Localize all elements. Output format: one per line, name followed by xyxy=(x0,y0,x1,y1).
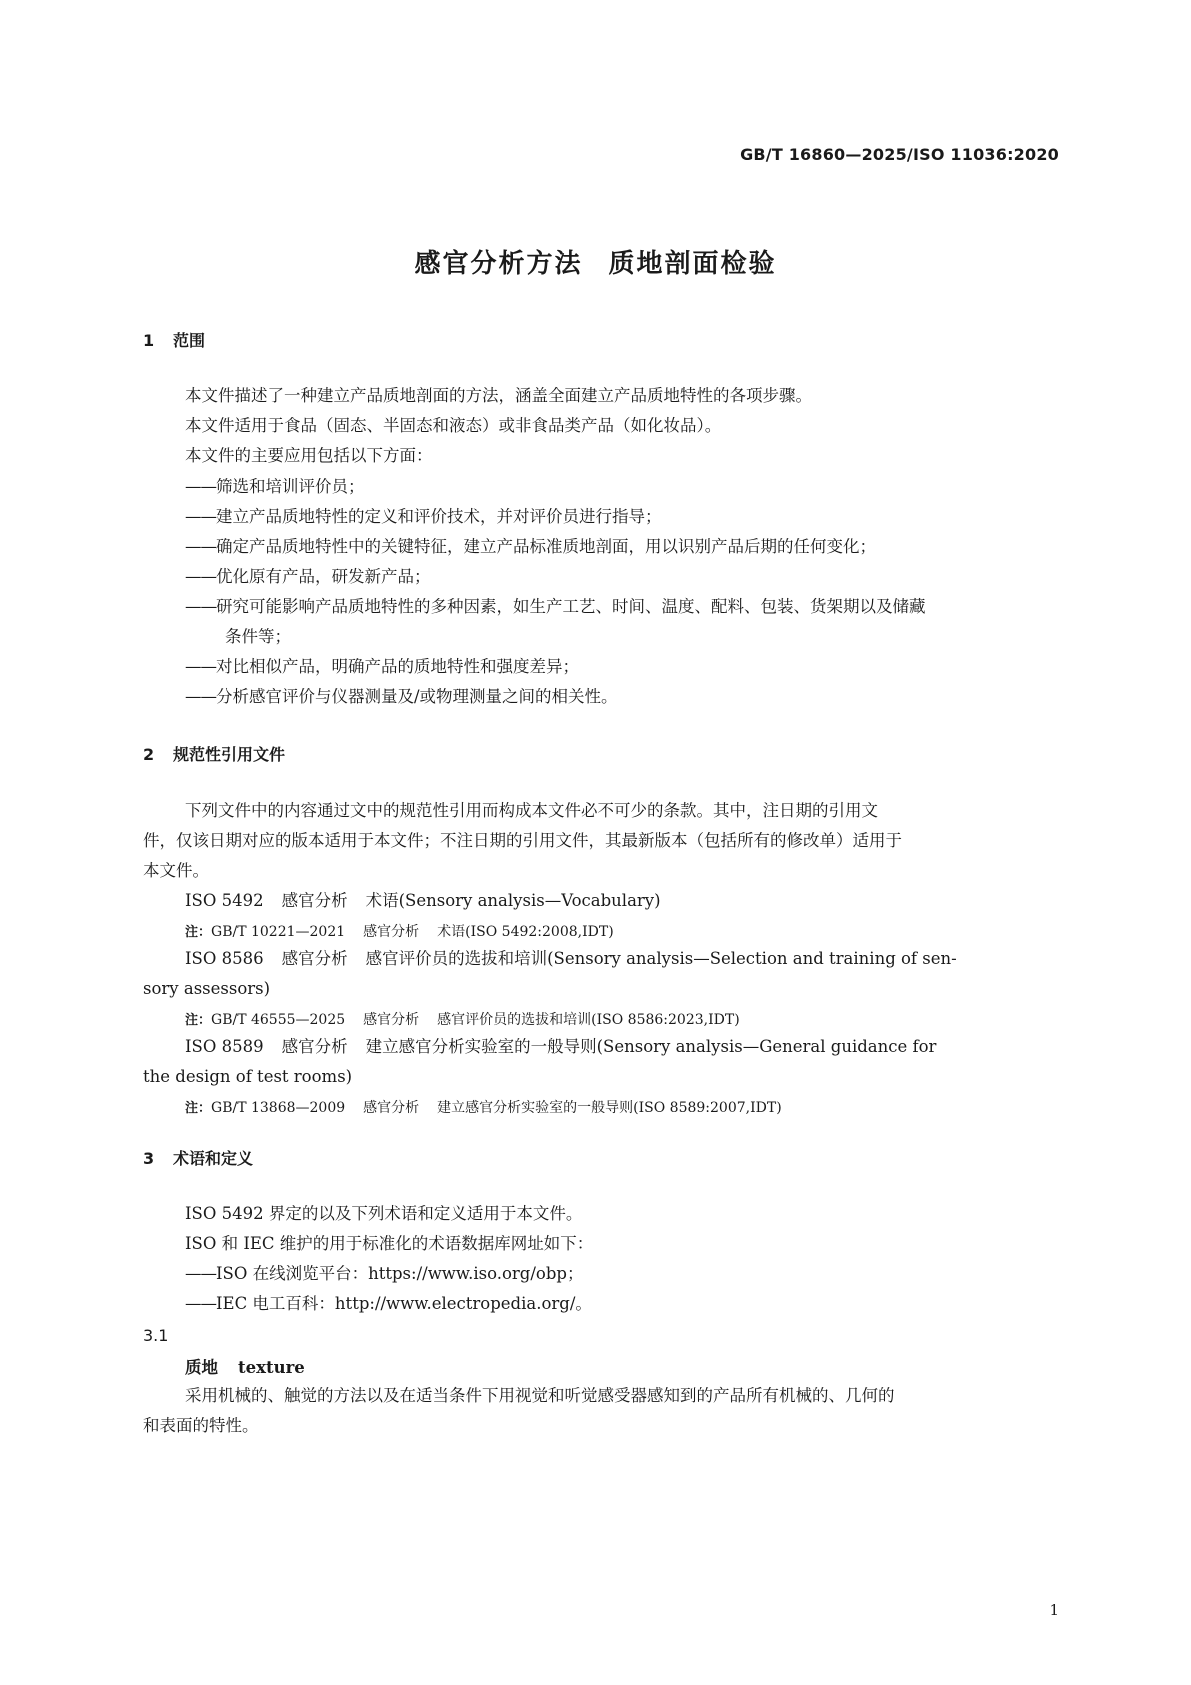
paragraph: 件，仅该日期对应的版本适用于本文件；不注日期的引用文件，其最新版本（包括所有的修改单）适用于 xyxy=(143,831,902,850)
list-item-continuation: 条件等； xyxy=(225,627,291,646)
paragraph: ISO 5492 界定的以及下列术语和定义适用于本文件。 xyxy=(185,1204,583,1223)
title-part1: 感官分析方法 xyxy=(414,249,583,279)
reference-note: 注：GB/T 10221—2021 感官分析 术语(ISO 5492:2008,IDT) xyxy=(185,924,614,940)
link-item: ——IEC 电工百科：http://www.electropedia.org/。 xyxy=(185,1294,592,1313)
paragraph: 下列文件中的内容通过文中的规范性引用而构成本文件必不可少的条款。其中，注日期的引用文 xyxy=(185,801,878,820)
paragraph: 本文件描述了一种建立产品质地剖面的方法，涵盖全面建立产品质地特性的各项步骤。 xyxy=(185,386,812,405)
section-3-heading: 3 术语和定义 xyxy=(143,1149,254,1168)
reference-item: ISO 8589 感官分析 建立感官分析实验室的一般导则(Sensory analysis—General guidance for xyxy=(185,1037,937,1056)
section-1-heading: 1 范围 xyxy=(143,331,206,350)
reference-item: ISO 8586 感官分析 感官评价员的选拔和培训(Sensory analysis—Selection and training of sen- xyxy=(185,949,957,968)
term-definition: 采用机械的、触觉的方法以及在适当条件下用视觉和听觉感受器感知到的产品所有机械的、几何的 xyxy=(185,1386,895,1405)
list-item: ——确定产品质地特性中的关键特征，建立产品标准质地剖面，用以识别产品后期的任何变化； xyxy=(185,537,876,556)
paragraph: ISO 和 IEC 维护的用于标准化的术语数据库网址如下： xyxy=(185,1234,594,1253)
list-item: ——研究可能影响产品质地特性的多种因素，如生产工艺、时间、温度、配料、包装、货架期以及储藏 xyxy=(185,597,926,616)
paragraph: 本文件。 xyxy=(143,861,209,880)
standard-code: GB/T 16860—2025/ISO 11036:2020 xyxy=(740,145,1059,164)
reference-item-continuation: sory assessors) xyxy=(143,979,271,998)
term-heading: 质地 texture xyxy=(185,1358,305,1377)
reference-note: 注：GB/T 46555—2025 感官分析 感官评价员的选拔和培训(ISO 8586:2023,IDT) xyxy=(185,1012,740,1028)
document-title xyxy=(0,243,1191,280)
list-item: ——优化原有产品，研发新产品； xyxy=(185,567,431,586)
list-item: ——建立产品质地特性的定义和评价技术，并对评价员进行指导； xyxy=(185,507,662,526)
paragraph: 本文件适用于食品（固态、半固态和液态）或非食品类产品（如化妆品）。 xyxy=(185,416,722,435)
reference-item: ISO 5492 感官分析 术语(Sensory analysis—Vocabulary) xyxy=(185,891,661,910)
list-item: ——对比相似产品，明确产品的质地特性和强度差异； xyxy=(185,657,579,676)
term-number: 3.1 xyxy=(143,1326,169,1345)
reference-item-continuation: the design of test rooms) xyxy=(143,1067,353,1086)
link-item: ——ISO 在线浏览平台：https://www.iso.org/obp； xyxy=(185,1264,584,1283)
section-2-heading: 2 规范性引用文件 xyxy=(143,745,286,764)
list-item: ——筛选和培训评价员； xyxy=(185,477,365,496)
page-number: 1 xyxy=(1049,1601,1059,1619)
title-part2: 质地剖面检验 xyxy=(608,249,777,279)
paragraph: 本文件的主要应用包括以下方面： xyxy=(185,446,433,465)
list-item: ——分析感官评价与仪器测量及/或物理测量之间的相关性。 xyxy=(185,687,618,706)
term-definition-continuation: 和表面的特性。 xyxy=(143,1416,259,1435)
reference-note: 注：GB/T 13868—2009 感官分析 建立感官分析实验室的一般导则(ISO 8589:2007,IDT) xyxy=(185,1100,782,1116)
